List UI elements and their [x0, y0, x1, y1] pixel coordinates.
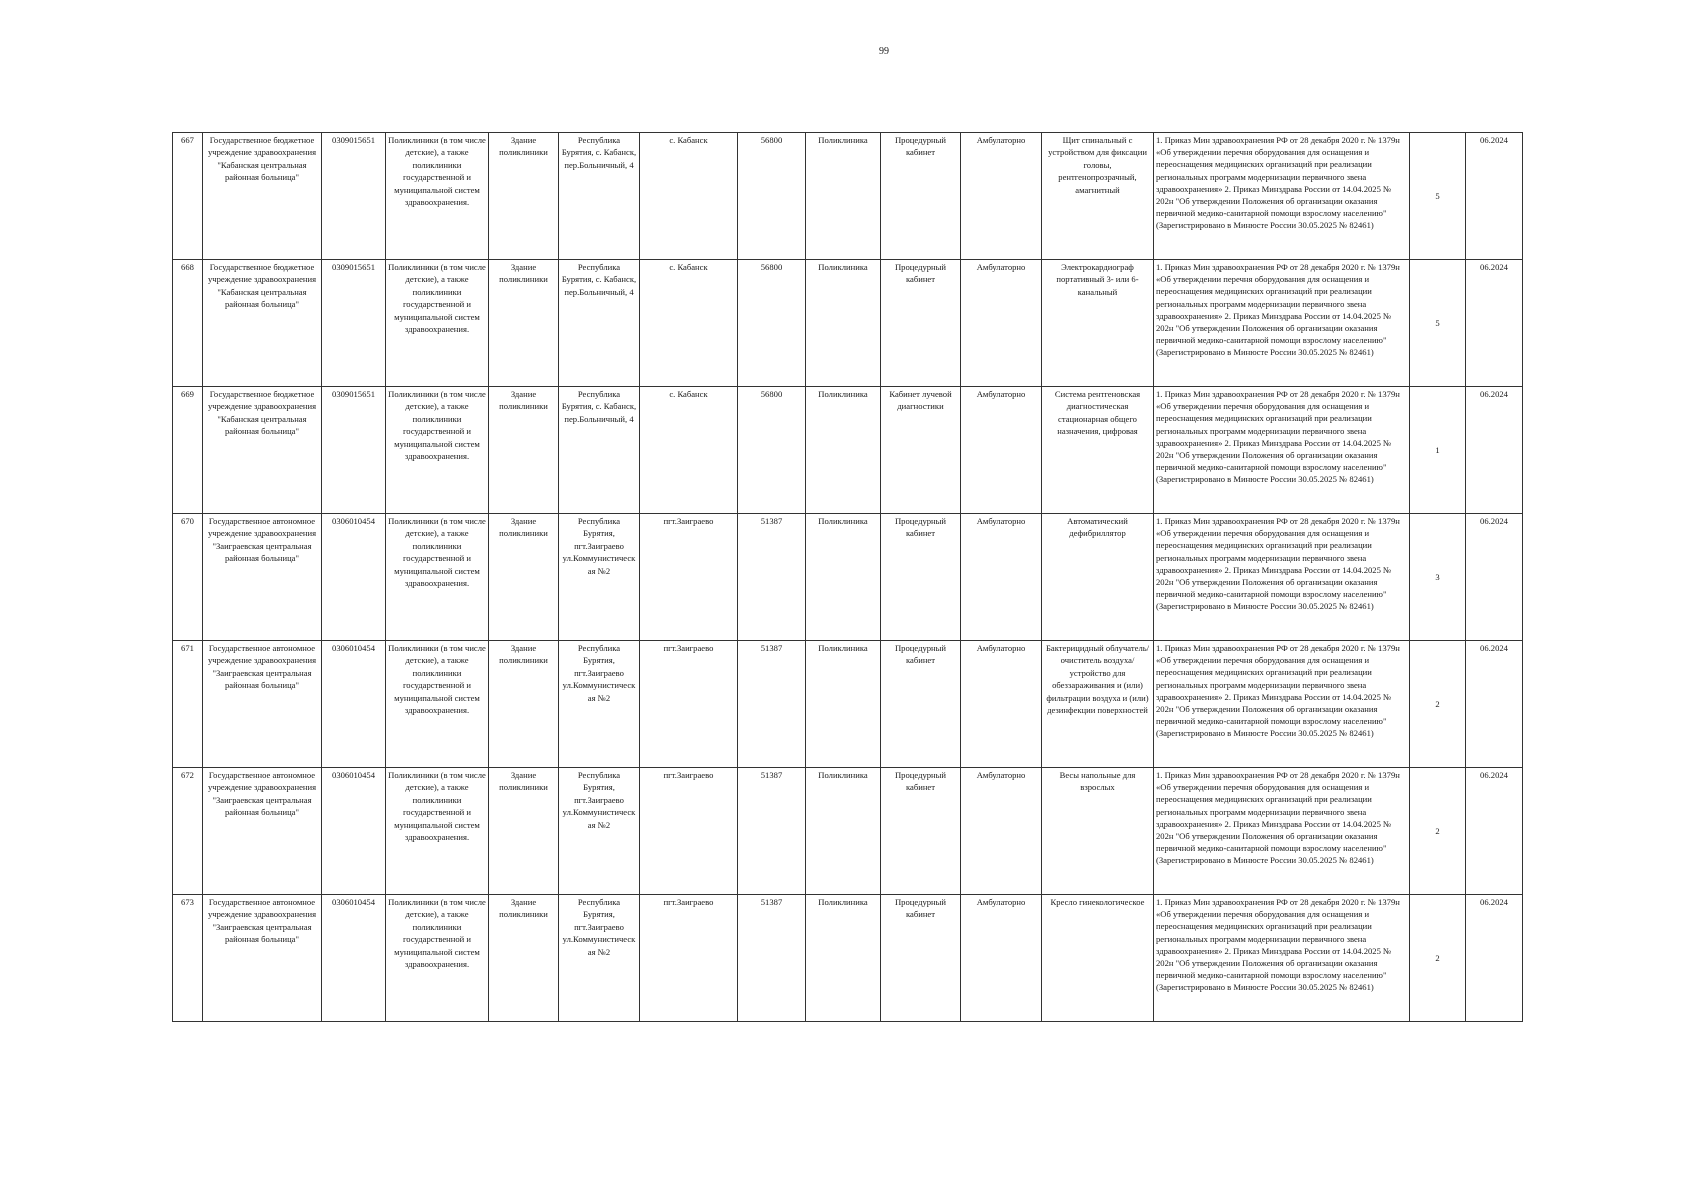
date-cell: 06.2024 — [1466, 133, 1523, 260]
inn-cell: 0306010454 — [322, 895, 386, 1022]
date-cell: 06.2024 — [1466, 768, 1523, 895]
locality-cell: с. Кабанск — [640, 260, 738, 387]
regulation-cell: 1. Приказ Мин здравоохранения РФ от 28 декабря 2020 г. № 1379н «Об утверждении перечня оборудования для оснащения и переоснащения медицинских организаций при реализации региональных программ модернизации первичного звена здравоохранения» 2. Приказ Минздрава России от 14.04.2025 № 202н "Об утверждении Положения об организации оказания первичной медико-санитарной помощи взрослому населению" (Зарегистрировано в Минюсте России 30.05.2025 № 82461) — [1154, 895, 1410, 1022]
facility-type-cell: Поликлиники (в том числе детские), а также поликлиники государственной и муниципальной систем здравоохранения. — [386, 387, 489, 514]
quantity-cell: 2 — [1410, 768, 1466, 895]
unit-cell: Поликлиника — [806, 514, 881, 641]
equipment-cell: Кресло гинекологическое — [1042, 895, 1154, 1022]
organization-cell: Государственное автономное учреждение здравоохранения "Заиграевская центральная районная больница" — [203, 514, 322, 641]
table-row — [173, 260, 1523, 387]
quantity-cell: 3 — [1410, 514, 1466, 641]
building-cell: Здание поликлиники — [489, 514, 559, 641]
oktmo-cell: 51387 — [738, 514, 806, 641]
quantity-cell: 2 — [1410, 895, 1466, 1022]
table-body — [173, 133, 1523, 1022]
address-cell: Республика Бурятия, с. Кабанск, пер.Больничный, 4 — [559, 133, 640, 260]
care-form-cell: Амбулаторно — [961, 514, 1042, 641]
date-cell: 06.2024 — [1466, 641, 1523, 768]
address-cell: Республика Бурятия, с. Кабанск, пер.Больничный, 4 — [559, 260, 640, 387]
table-row — [173, 895, 1523, 1022]
equipment-cell: Система рентгеновская диагностическая стационарная общего назначения, цифровая — [1042, 387, 1154, 514]
address-cell: Республика Бурятия, пгт.Заиграево ул.Коммунистическая №2 — [559, 895, 640, 1022]
facility-type-cell: Поликлиники (в том числе детские), а также поликлиники государственной и муниципальной систем здравоохранения. — [386, 133, 489, 260]
room-cell: Процедурный кабинет — [881, 641, 961, 768]
regulation-cell: 1. Приказ Мин здравоохранения РФ от 28 декабря 2020 г. № 1379н «Об утверждении перечня оборудования для оснащения и переоснащения медицинских организаций при реализации региональных программ модернизации первичного звена здравоохранения» 2. Приказ Минздрава России от 14.04.2025 № 202н "Об утверждении Положения об организации оказания первичной медико-санитарной помощи взрослому населению" (Зарегистрировано в Минюсте России 30.05.2025 № 82461) — [1154, 768, 1410, 895]
organization-cell: Государственное автономное учреждение здравоохранения "Заиграевская центральная районная больница" — [203, 768, 322, 895]
building-cell: Здание поликлиники — [489, 133, 559, 260]
unit-cell: Поликлиника — [806, 895, 881, 1022]
inn-cell: 0309015651 — [322, 387, 386, 514]
locality-cell: с. Кабанск — [640, 387, 738, 514]
building-cell: Здание поликлиники — [489, 768, 559, 895]
locality-cell: пгт.Заиграево — [640, 641, 738, 768]
row-number-cell: 673 — [173, 895, 203, 1022]
row-number-cell: 668 — [173, 260, 203, 387]
date-cell: 06.2024 — [1466, 514, 1523, 641]
unit-cell: Поликлиника — [806, 260, 881, 387]
care-form-cell: Амбулаторно — [961, 895, 1042, 1022]
unit-cell: Поликлиника — [806, 641, 881, 768]
building-cell: Здание поликлиники — [489, 895, 559, 1022]
room-cell: Процедурный кабинет — [881, 895, 961, 1022]
equipment-cell: Бактерицидный облучатель/очиститель воздуха/устройство для обеззараживания и (или) фильтрации воздуха и (или) дезинфекции поверхностей — [1042, 641, 1154, 768]
regulation-cell: 1. Приказ Мин здравоохранения РФ от 28 декабря 2020 г. № 1379н «Об утверждении перечня оборудования для оснащения и переоснащения медицинских организаций при реализации региональных программ модернизации первичного звена здравоохранения» 2. Приказ Минздрава России от 14.04.2025 № 202н "Об утверждении Положения об организации оказания первичной медико-санитарной помощи взрослому населению" (Зарегистрировано в Минюсте России 30.05.2025 № 82461) — [1154, 260, 1410, 387]
address-cell: Республика Бурятия, пгт.Заиграево ул.Коммунистическая №2 — [559, 768, 640, 895]
equipment-cell: Щит спинальный с устройством для фиксации головы, рентгенопрозрачный, амагнитный — [1042, 133, 1154, 260]
address-cell: Республика Бурятия, пгт.Заиграево ул.Коммунистическая №2 — [559, 514, 640, 641]
inn-cell: 0309015651 — [322, 260, 386, 387]
table-row — [173, 641, 1523, 768]
equipment-table — [172, 132, 1523, 1022]
regulation-cell: 1. Приказ Мин здравоохранения РФ от 28 декабря 2020 г. № 1379н «Об утверждении перечня оборудования для оснащения и переоснащения медицинских организаций при реализации региональных программ модернизации первичного звена здравоохранения» 2. Приказ Минздрава России от 14.04.2025 № 202н "Об утверждении Положения об организации оказания первичной медико-санитарной помощи взрослому населению" (Зарегистрировано в Минюсте России 30.05.2025 № 82461) — [1154, 514, 1410, 641]
locality-cell: с. Кабанск — [640, 133, 738, 260]
facility-type-cell: Поликлиники (в том числе детские), а также поликлиники государственной и муниципальной систем здравоохранения. — [386, 641, 489, 768]
row-number-cell: 672 — [173, 768, 203, 895]
regulation-cell: 1. Приказ Мин здравоохранения РФ от 28 декабря 2020 г. № 1379н «Об утверждении перечня оборудования для оснащения и переоснащения медицинских организаций при реализации региональных программ модернизации первичного звена здравоохранения» 2. Приказ Минздрава России от 14.04.2025 № 202н "Об утверждении Положения об организации оказания первичной медико-санитарной помощи взрослому населению" (Зарегистрировано в Минюсте России 30.05.2025 № 82461) — [1154, 387, 1410, 514]
equipment-cell: Весы напольные для взрослых — [1042, 768, 1154, 895]
building-cell: Здание поликлиники — [489, 387, 559, 514]
locality-cell: пгт.Заиграево — [640, 514, 738, 641]
date-cell: 06.2024 — [1466, 260, 1523, 387]
address-cell: Республика Бурятия, пгт.Заиграево ул.Коммунистическая №2 — [559, 641, 640, 768]
inn-cell: 0309015651 — [322, 133, 386, 260]
oktmo-cell: 56800 — [738, 260, 806, 387]
quantity-cell: 5 — [1410, 260, 1466, 387]
row-number-cell: 669 — [173, 387, 203, 514]
building-cell: Здание поликлиники — [489, 641, 559, 768]
unit-cell: Поликлиника — [806, 133, 881, 260]
equipment-cell: Автоматический дефибриллятор — [1042, 514, 1154, 641]
organization-cell: Государственное бюджетное учреждение здравоохранения "Кабанская центральная районная больница" — [203, 133, 322, 260]
room-cell: Кабинет лучевой диагностики — [881, 387, 961, 514]
table-row — [173, 768, 1523, 895]
oktmo-cell: 56800 — [738, 387, 806, 514]
care-form-cell: Амбулаторно — [961, 387, 1042, 514]
oktmo-cell: 56800 — [738, 133, 806, 260]
inn-cell: 0306010454 — [322, 641, 386, 768]
building-cell: Здание поликлиники — [489, 260, 559, 387]
care-form-cell: Амбулаторно — [961, 641, 1042, 768]
oktmo-cell: 51387 — [738, 895, 806, 1022]
unit-cell: Поликлиника — [806, 768, 881, 895]
organization-cell: Государственное автономное учреждение здравоохранения "Заиграевская центральная районная больница" — [203, 895, 322, 1022]
quantity-cell: 5 — [1410, 133, 1466, 260]
care-form-cell: Амбулаторно — [961, 768, 1042, 895]
table-row — [173, 387, 1523, 514]
room-cell: Процедурный кабинет — [881, 133, 961, 260]
facility-type-cell: Поликлиники (в том числе детские), а также поликлиники государственной и муниципальной систем здравоохранения. — [386, 768, 489, 895]
room-cell: Процедурный кабинет — [881, 260, 961, 387]
unit-cell: Поликлиника — [806, 387, 881, 514]
room-cell: Процедурный кабинет — [881, 768, 961, 895]
inn-cell: 0306010454 — [322, 514, 386, 641]
row-number-cell: 667 — [173, 133, 203, 260]
care-form-cell: Амбулаторно — [961, 133, 1042, 260]
row-number-cell: 671 — [173, 641, 203, 768]
locality-cell: пгт.Заиграево — [640, 895, 738, 1022]
table-row — [173, 133, 1523, 260]
facility-type-cell: Поликлиники (в том числе детские), а также поликлиники государственной и муниципальной систем здравоохранения. — [386, 895, 489, 1022]
equipment-cell: Электрокардиограф портативный 3- или 6-канальный — [1042, 260, 1154, 387]
oktmo-cell: 51387 — [738, 768, 806, 895]
organization-cell: Государственное бюджетное учреждение здравоохранения "Кабанская центральная районная больница" — [203, 387, 322, 514]
regulation-cell: 1. Приказ Мин здравоохранения РФ от 28 декабря 2020 г. № 1379н «Об утверждении перечня оборудования для оснащения и переоснащения медицинских организаций при реализации региональных программ модернизации первичного звена здравоохранения» 2. Приказ Минздрава России от 14.04.2025 № 202н "Об утверждении Положения об организации оказания первичной медико-санитарной помощи взрослому населению" (Зарегистрировано в Минюсте России 30.05.2025 № 82461) — [1154, 133, 1410, 260]
locality-cell: пгт.Заиграево — [640, 768, 738, 895]
date-cell: 06.2024 — [1466, 895, 1523, 1022]
organization-cell: Государственное бюджетное учреждение здравоохранения "Кабанская центральная районная больница" — [203, 260, 322, 387]
table-row — [173, 514, 1523, 641]
quantity-cell: 1 — [1410, 387, 1466, 514]
oktmo-cell: 51387 — [738, 641, 806, 768]
regulation-cell: 1. Приказ Мин здравоохранения РФ от 28 декабря 2020 г. № 1379н «Об утверждении перечня оборудования для оснащения и переоснащения медицинских организаций при реализации региональных программ модернизации первичного звена здравоохранения» 2. Приказ Минздрава России от 14.04.2025 № 202н "Об утверждении Положения об организации оказания первичной медико-санитарной помощи взрослому населению" (Зарегистрировано в Минюсте России 30.05.2025 № 82461) — [1154, 641, 1410, 768]
inn-cell: 0306010454 — [322, 768, 386, 895]
page-number: 99 — [879, 46, 889, 57]
facility-type-cell: Поликлиники (в том числе детские), а также поликлиники государственной и муниципальной систем здравоохранения. — [386, 260, 489, 387]
quantity-cell: 2 — [1410, 641, 1466, 768]
date-cell: 06.2024 — [1466, 387, 1523, 514]
row-number-cell: 670 — [173, 514, 203, 641]
room-cell: Процедурный кабинет — [881, 514, 961, 641]
organization-cell: Государственное автономное учреждение здравоохранения "Заиграевская центральная районная больница" — [203, 641, 322, 768]
facility-type-cell: Поликлиники (в том числе детские), а также поликлиники государственной и муниципальной систем здравоохранения. — [386, 514, 489, 641]
address-cell: Республика Бурятия, с. Кабанск, пер.Больничный, 4 — [559, 387, 640, 514]
care-form-cell: Амбулаторно — [961, 260, 1042, 387]
